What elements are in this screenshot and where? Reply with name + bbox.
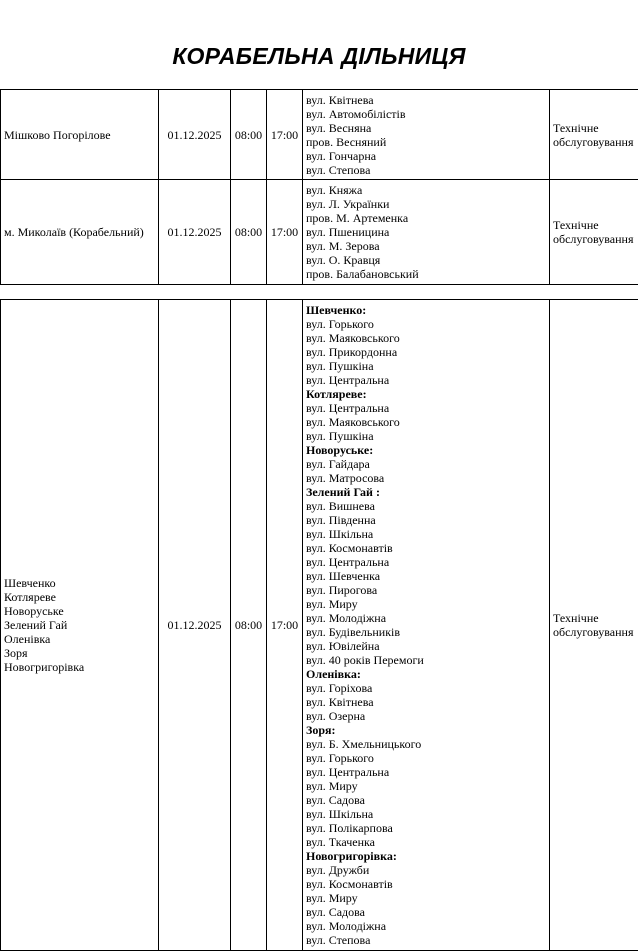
start-time-cell: 08:00 [231,180,267,285]
reason-text: Технічне [553,120,599,135]
village-heading: Зоря: [306,723,336,737]
location-name: Оленівка [4,632,51,646]
date-cell: 01.12.2025 [159,90,231,180]
street-item: вул. Вишнева [306,499,375,513]
locations-cell [1,180,159,285]
street-item: вул. Маяковського [306,415,400,429]
village-heading: Котляреве: [306,387,367,401]
reason-text: Технічне [553,611,599,625]
street-item: вул. Центральна [306,765,390,779]
locations-cell [1,300,159,951]
street-item: вул. Шкільна [306,527,374,541]
street-item: вул. 40 років Перемоги [306,653,424,667]
outage-table-bottom [0,299,638,951]
reason-text: обслуговування [553,625,634,639]
reason-cell [550,180,638,285]
reason-cell [550,90,638,180]
street-item: вул. Прикордонна [306,345,398,359]
table-row [1,90,638,180]
streets-cell [303,90,550,180]
village-heading: Зелений Гай : [306,485,380,499]
street-item: вул. Пушкіна [306,429,374,443]
street-item: вул. Квітнева [306,695,374,709]
street-item: вул. Гайдара [306,457,370,471]
street-item: вул. Шкільна [306,807,374,821]
street-item: вул. Центральна [306,555,390,569]
street-item: пров. М. Артеменка [306,211,409,225]
village-heading: Новогригорівка: [306,849,397,863]
street-item: вул. Матросова [306,471,385,485]
street-item: вул. Садова [306,793,365,807]
street-item: вул. Полікарпова [306,821,393,835]
street-item: вул. Гончарна [306,148,377,163]
street-item: вул. Космонавтів [306,541,393,555]
location-name: Мішково Погорілове [4,127,111,142]
street-item: вул. Пирогова [306,583,378,597]
location-name: Зоря [4,646,28,660]
street-item: вул. Б. Хмельницького [306,737,422,751]
street-item: вул. Автомобілістів [306,106,406,121]
location-name: Новоруське [4,604,64,618]
street-item: вул. О. Кравця [306,253,381,267]
reason-text: Технічне [553,218,599,232]
street-item: пров. Весняний [306,134,387,149]
street-item: вул. М. Зерова [306,239,380,253]
location-name: Котляреве [4,590,56,604]
street-item: вул. Центральна [306,373,390,387]
street-item: вул. Горіхова [306,681,373,695]
start-time-cell: 08:00 [231,300,267,951]
reason-text: обслуговування [553,134,634,149]
street-item: вул. Горького [306,317,374,331]
street-item: вул. Садова [306,905,365,919]
street-item: вул. Степова [306,933,371,947]
street-item: вул. Весняна [306,120,372,135]
streets-cell [303,300,550,951]
streets-cell [303,180,550,285]
village-heading: Шевченко: [306,303,367,317]
street-item: вул. Маяковського [306,331,400,345]
location-name: м. Миколаїв (Корабельний) [4,225,144,239]
date-cell: 01.12.2025 [159,180,231,285]
street-item: вул. Молодіжна [306,611,387,625]
street-item: вул. Дружби [306,863,370,877]
table-row [1,300,638,951]
street-item: вул. Горького [306,751,374,765]
start-time-cell: 08:00 [231,90,267,180]
location-name: Новогригорівка [4,660,85,674]
street-item: вул. Миру [306,891,358,905]
street-item: вул. Південна [306,513,376,527]
page-title: КОРАБЕЛЬНА ДІЛЬНИЦЯ [172,43,466,69]
end-time-cell: 17:00 [267,90,303,180]
locations-cell [1,90,159,180]
location-name: Зелений Гай [4,618,68,632]
street-item: вул. Ткаченка [306,835,375,849]
street-item: вул. Миру [306,779,358,793]
street-item: вул. Центральна [306,401,390,415]
location-name: Шевченко [4,576,56,590]
street-item: пров. Балабановський [306,267,419,281]
street-item: вул. Княжа [306,183,363,197]
street-item: вул. Пшеницина [306,225,390,239]
street-item: вул. Шевченка [306,569,381,583]
reason-cell [550,300,638,951]
date-cell: 01.12.2025 [159,300,231,951]
street-item: вул. Квітнева [306,92,374,107]
street-item: вул. Космонавтів [306,877,393,891]
village-heading: Оленівка: [306,667,361,681]
village-heading: Новоруське: [306,443,374,457]
reason-text: обслуговування [553,232,634,246]
end-time-cell: 17:00 [267,300,303,951]
street-item: вул. Ювілейна [306,639,380,653]
street-item: вул. Миру [306,597,358,611]
street-item: вул. Степова [306,162,371,177]
street-item: вул. Молодіжна [306,919,387,933]
outage-table-top [0,89,638,285]
street-item: вул. Л. Українки [306,197,390,211]
table-row [1,180,638,285]
street-item: вул. Пушкіна [306,359,374,373]
end-time-cell: 17:00 [267,180,303,285]
street-item: вул. Будівельників [306,625,401,639]
street-item: вул. Озерна [306,709,366,723]
